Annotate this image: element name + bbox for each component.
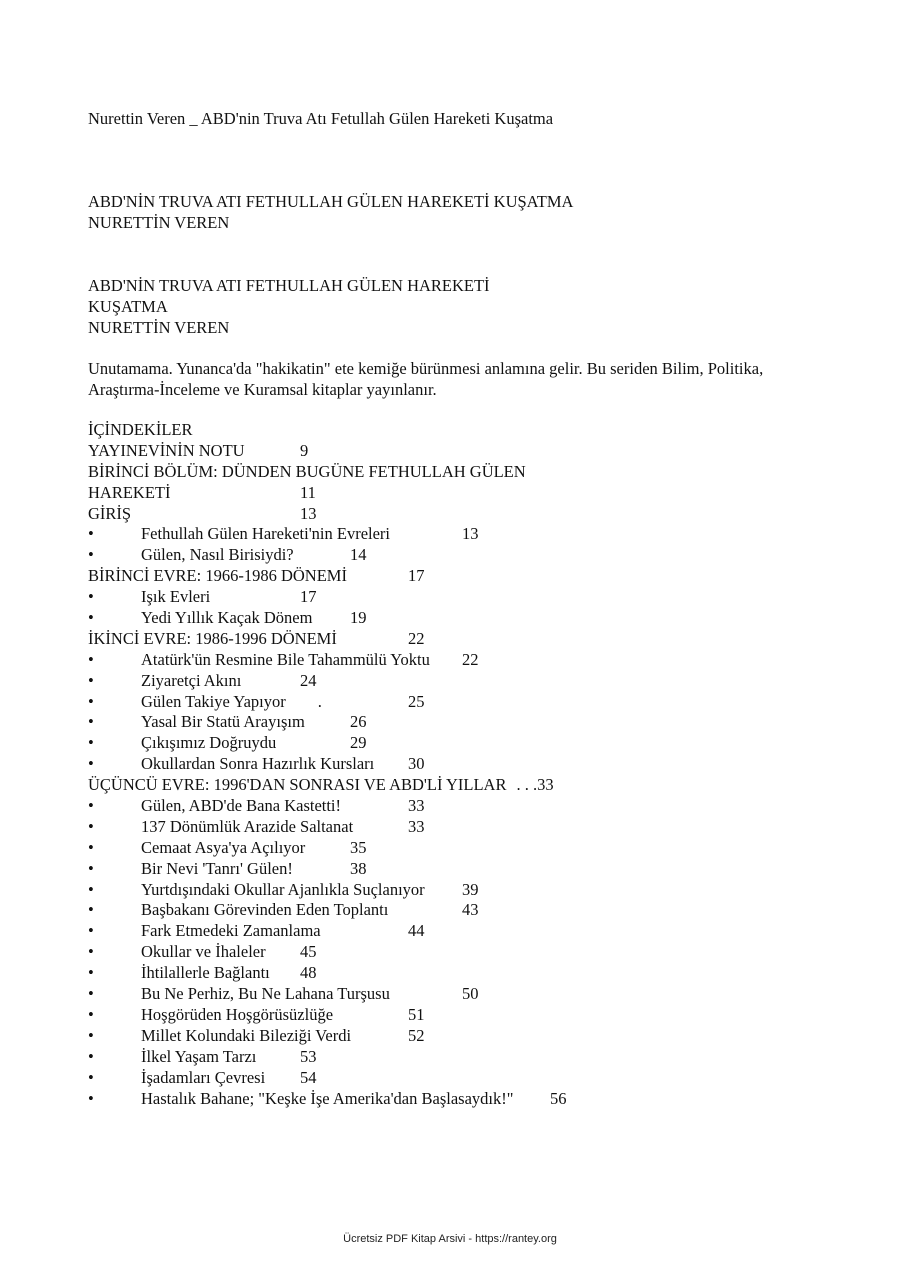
toc-subitem bbox=[88, 587, 848, 608]
toc-item-page: 29 bbox=[350, 733, 367, 753]
toc-section bbox=[88, 462, 848, 483]
toc-item-page: 39 bbox=[462, 879, 479, 899]
toc-item-title: İlkel Yaşam Tarzı bbox=[141, 1046, 257, 1066]
toc-subitem bbox=[88, 942, 848, 963]
toc-item-title: Bir Nevi 'Tanrı' Gülen! bbox=[141, 858, 293, 878]
toc-subitem bbox=[88, 608, 848, 629]
toc-subitem bbox=[88, 733, 848, 754]
toc-subitem bbox=[88, 880, 848, 901]
toc-item-page: 33 bbox=[408, 796, 425, 816]
toc-subitem bbox=[88, 650, 848, 671]
bullet-icon: • bbox=[88, 858, 94, 878]
toc-subitem bbox=[88, 900, 848, 921]
toc-item-title: Atatürk'ün Resmine Bile Tahammülü Yoktu bbox=[141, 649, 430, 669]
toc-item-title: Gülen, Nasıl Birisiydi? bbox=[141, 545, 294, 565]
toc-item-title: Okullar ve İhaleler bbox=[141, 942, 266, 962]
author-line: NURETTİN VEREN bbox=[88, 213, 230, 232]
toc-item-dot: . bbox=[317, 691, 322, 711]
toc-item-title: HAREKETİ bbox=[88, 482, 171, 502]
toc-item-title: Başbakanı Görevinden Eden Toplantı bbox=[141, 900, 389, 920]
toc-item-page: 17 bbox=[300, 587, 317, 607]
toc-item-title: Fark Etmedeki Zamanlama bbox=[141, 921, 321, 941]
toc-subitem bbox=[88, 545, 848, 566]
toc-item-page: 38 bbox=[350, 858, 367, 878]
toc-item-page: . . .33 bbox=[516, 775, 554, 795]
toc-item-page: 22 bbox=[462, 649, 479, 669]
toc-item-title: Gülen, ABD'de Bana Kastetti! bbox=[141, 796, 342, 816]
bullet-icon: • bbox=[88, 524, 94, 544]
bullet-icon: • bbox=[88, 670, 94, 690]
toc-item-title: Çıkışımız Doğruydu bbox=[141, 733, 277, 753]
toc-item-page: 56 bbox=[550, 1088, 567, 1108]
bullet-icon: • bbox=[88, 984, 94, 1004]
toc-subitem bbox=[88, 838, 848, 859]
toc-item-page: 24 bbox=[300, 670, 317, 690]
title-line: ABD'NİN TRUVA ATI FETHULLAH GÜLEN HAREKETİ KUŞATMA bbox=[88, 192, 574, 211]
bullet-icon: • bbox=[88, 545, 94, 565]
toc-item-title: Gülen Takiye Yapıyor bbox=[141, 691, 286, 711]
toc-item-page: 45 bbox=[300, 942, 317, 962]
toc-section bbox=[88, 441, 848, 462]
bullet-icon: • bbox=[88, 1046, 94, 1066]
toc-item-page: 19 bbox=[350, 608, 367, 628]
bullet-icon: • bbox=[88, 733, 94, 753]
bullet-icon: • bbox=[88, 942, 94, 962]
bullet-icon: • bbox=[88, 963, 94, 983]
toc-item-page: 43 bbox=[462, 900, 479, 920]
toc-item-title: GİRİŞ bbox=[88, 503, 132, 523]
bullet-icon: • bbox=[88, 691, 94, 711]
toc-subitem bbox=[88, 1026, 848, 1047]
toc-item-page: 9 bbox=[300, 440, 309, 460]
toc-subitem bbox=[88, 712, 848, 733]
toc-item-page: 50 bbox=[462, 984, 479, 1004]
toc-item-page: 14 bbox=[350, 545, 367, 565]
toc-subitem bbox=[88, 1068, 848, 1089]
bullet-icon: • bbox=[88, 1025, 94, 1045]
toc-item-title: İKİNCİ EVRE: 1986-1996 DÖNEMİ bbox=[88, 628, 337, 648]
toc-item-title: Okullardan Sonra Hazırlık Kursları bbox=[141, 754, 375, 774]
toc-item-title: Hoşgörüden Hoşgörüsüzlüğe bbox=[141, 1004, 334, 1024]
toc-item-page: 17 bbox=[408, 566, 425, 586]
bullet-icon: • bbox=[88, 921, 94, 941]
bullet-icon: • bbox=[88, 754, 94, 774]
toc-item-page: 13 bbox=[462, 524, 479, 544]
toc-subitem bbox=[88, 754, 848, 775]
toc-item-page: 22 bbox=[408, 628, 425, 648]
toc-subitem bbox=[88, 692, 848, 713]
bullet-icon: • bbox=[88, 1088, 94, 1108]
toc-item-title: Yurtdışındaki Okullar Ajanlıkla Suçlanıyor bbox=[141, 879, 425, 899]
page-header: Nurettin Veren _ ABD'nin Truva Atı Fetullah Gülen Hareketi Kuşatma bbox=[88, 109, 554, 128]
toc-item-title: Cemaat Asya'ya Açılıyor bbox=[141, 837, 306, 857]
table-of-contents bbox=[88, 420, 848, 1109]
toc-item-title: Yedi Yıllık Kaçak Dönem bbox=[141, 608, 313, 628]
toc-section bbox=[88, 566, 848, 587]
toc-item-page: 35 bbox=[350, 837, 367, 857]
toc-subitem bbox=[88, 963, 848, 984]
toc-subitem bbox=[88, 817, 848, 838]
toc-item-page: 30 bbox=[408, 754, 425, 774]
bullet-icon: • bbox=[88, 816, 94, 836]
toc-subitem bbox=[88, 796, 848, 817]
toc-item-title: İşadamları Çevresi bbox=[141, 1067, 266, 1087]
bullet-icon: • bbox=[88, 608, 94, 628]
toc-section bbox=[88, 629, 848, 650]
bullet-icon: • bbox=[88, 587, 94, 607]
toc-item-title: ÜÇÜNCÜ EVRE: 1996'DAN SONRASI VE ABD'Lİ YILLAR bbox=[88, 775, 507, 795]
toc-section bbox=[88, 775, 848, 796]
bullet-icon: • bbox=[88, 649, 94, 669]
toc-item-title: Işık Evleri bbox=[141, 587, 211, 607]
toc-subitem bbox=[88, 984, 848, 1005]
title-line: KUŞATMA bbox=[88, 297, 168, 316]
bullet-icon: • bbox=[88, 900, 94, 920]
toc-subitem bbox=[88, 524, 848, 545]
toc-item-page: 33 bbox=[408, 816, 425, 836]
toc-item-page: 53 bbox=[300, 1046, 317, 1066]
toc-section bbox=[88, 483, 848, 504]
toc-item-title: Bu Ne Perhiz, Bu Ne Lahana Turşusu bbox=[141, 984, 390, 1004]
toc-item-page: 26 bbox=[350, 712, 367, 732]
toc-item-page: 52 bbox=[408, 1025, 425, 1045]
toc-item-title: Hastalık Bahane; "Keşke İşe Amerika'dan Başlasaydık!" bbox=[141, 1088, 514, 1108]
intro-paragraph: Unutamama. Yunanca'da "hakikatin" ete kemiğe bürünmesi anlamına gelir. Bu seriden Bilim, Politika, Araştırma-İnceleme ve Kuramsal kitaplar yayınlanır. bbox=[88, 359, 764, 399]
toc-item-page: 51 bbox=[408, 1004, 425, 1024]
bullet-icon: • bbox=[88, 796, 94, 816]
toc-item-page: 13 bbox=[300, 503, 317, 523]
bullet-icon: • bbox=[88, 1004, 94, 1024]
bullet-icon: • bbox=[88, 1067, 94, 1087]
toc-item-title: Ziyaretçi Akını bbox=[141, 670, 242, 690]
toc-subitem bbox=[88, 859, 848, 880]
toc-item-title: Yasal Bir Statü Arayışım bbox=[141, 712, 305, 732]
page-footer: Ücretsiz PDF Kitap Arsivi - https://rantey.org bbox=[343, 1233, 557, 1245]
author-line: NURETTİN VEREN bbox=[88, 318, 230, 337]
toc-item-title: YAYINEVİNİN NOTU bbox=[88, 440, 245, 460]
toc-subitem bbox=[88, 1089, 848, 1110]
toc-item-page: 25 bbox=[408, 691, 425, 711]
toc-subitem bbox=[88, 1047, 848, 1068]
toc-subitem bbox=[88, 671, 848, 692]
toc-item-page: 48 bbox=[300, 963, 317, 983]
toc-subitem bbox=[88, 921, 848, 942]
bullet-icon: • bbox=[88, 837, 94, 857]
toc-heading: İÇİNDEKİLER bbox=[88, 420, 193, 439]
toc-item-title: BİRİNCİ BÖLÜM: DÜNDEN BUGÜNE FETHULLAH GÜLEN bbox=[88, 461, 526, 481]
toc-item-title: İhtilallerle Bağlantı bbox=[141, 963, 270, 983]
toc-list bbox=[88, 441, 848, 1110]
bullet-icon: • bbox=[88, 712, 94, 732]
toc-item-title: 137 Dönümlük Arazide Saltanat bbox=[141, 816, 354, 836]
toc-item-title: Fethullah Gülen Hareketi'nin Evreleri bbox=[141, 524, 391, 544]
toc-item-page: 11 bbox=[300, 482, 316, 502]
toc-item-title: Millet Kolundaki Bileziği Verdi bbox=[141, 1025, 352, 1045]
bullet-icon: • bbox=[88, 879, 94, 899]
toc-item-page: 44 bbox=[408, 921, 425, 941]
toc-item-page: 54 bbox=[300, 1067, 317, 1087]
toc-item-title: BİRİNCİ EVRE: 1966-1986 DÖNEMİ bbox=[88, 566, 347, 586]
toc-section bbox=[88, 504, 848, 525]
toc-subitem bbox=[88, 1005, 848, 1026]
title-line: ABD'NİN TRUVA ATI FETHULLAH GÜLEN HAREKETİ bbox=[88, 276, 490, 295]
